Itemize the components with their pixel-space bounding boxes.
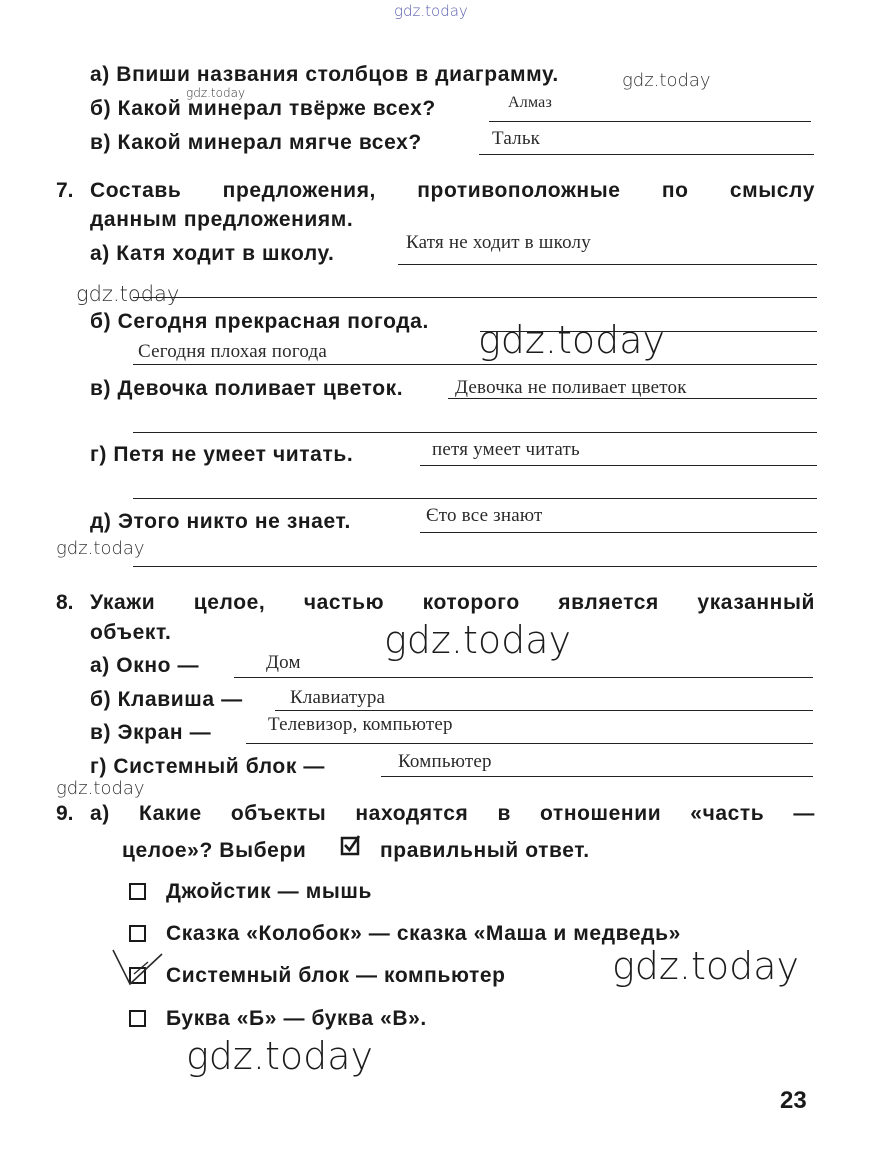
watermark: gdz.today [76, 282, 180, 306]
answer-line[interactable] [398, 264, 817, 265]
q8-item-a: а) Окно — [90, 654, 200, 677]
watermark: gdz.today [384, 618, 571, 662]
q7-item-a: а) Катя ходит в школу. [90, 242, 335, 265]
answer-line[interactable] [133, 432, 817, 433]
answer-line[interactable] [234, 677, 813, 678]
q6-item-a: а) Впиши названия столбцов в диаграмму. [90, 63, 559, 86]
q6-item-c: в) Какой минерал мягче всех? [90, 131, 422, 154]
option-label-2: Сказка «Колобок» — сказка «Маша и медведь» [166, 922, 681, 945]
q8-number: 8. [56, 591, 74, 614]
checkbox-option-2[interactable] [129, 925, 146, 942]
q7-answer-c: Девочка не поливает цветок [455, 377, 687, 398]
answer-line[interactable] [381, 776, 813, 777]
option-label-3: Системный блок — компьютер [166, 964, 506, 987]
page-number: 23 [780, 1087, 807, 1114]
q8-item-d: г) Системный блок — [90, 755, 325, 778]
watermark-top: gdz.today [394, 2, 468, 20]
q8-answer-d: Компьютер [398, 751, 492, 772]
answer-line[interactable] [133, 297, 817, 298]
checkbox-option-4[interactable] [129, 1010, 146, 1027]
q8-answer-a: Дом [266, 652, 301, 673]
answer-line[interactable] [480, 331, 817, 332]
option-label-1: Джойстик — мышь [166, 880, 372, 903]
answer-line[interactable] [246, 743, 813, 744]
q8-item-c: в) Экран — [90, 721, 212, 744]
watermark: gdz.today [186, 86, 246, 100]
q7-answer-e: Єто все знают [426, 505, 543, 526]
answer-line[interactable] [133, 498, 817, 499]
q9-intro-2: целое»? Выбери [122, 839, 307, 862]
watermark: gdz.today [56, 778, 145, 799]
q7-item-d: г) Петя не умеет читать. [90, 443, 354, 466]
checkbox-example-icon [340, 834, 362, 856]
q7-number: 7. [56, 179, 74, 202]
q8-item-b: б) Клавиша — [90, 688, 243, 711]
watermark: gdz.today [186, 1034, 373, 1078]
answer-line[interactable] [275, 710, 813, 711]
check-mark-icon [110, 946, 166, 992]
answer-line[interactable] [448, 398, 817, 399]
q9-number: 9. [56, 802, 74, 825]
q6-answer-b: Алмаз [508, 94, 552, 111]
q8-intro: Укажи целое, частью которого является указанный [90, 591, 815, 614]
q7-answer-a: Катя не ходит в школу [406, 232, 591, 253]
watermark: gdz.today [56, 538, 145, 559]
answer-line[interactable] [479, 154, 814, 155]
q7-intro: Составь предложения, противоположные по смыслу [90, 179, 815, 202]
q7-item-c: в) Девочка поливает цветок. [90, 377, 404, 400]
q8-answer-b: Клавиатура [290, 687, 386, 708]
answer-line[interactable] [420, 532, 817, 533]
q7-item-b: б) Сегодня прекрасная погода. [90, 310, 429, 333]
q7-intro-2: данным предложениям. [90, 208, 354, 231]
watermark: gdz.today [478, 318, 665, 362]
q7-answer-d: петя умеет читать [432, 439, 580, 460]
answer-line[interactable] [420, 465, 817, 466]
answer-line[interactable] [133, 364, 817, 365]
answer-line[interactable] [133, 566, 817, 567]
q7-item-e: д) Этого никто не знает. [90, 510, 351, 533]
option-label-4: Буква «Б» — буква «В». [166, 1007, 427, 1030]
q8-intro-2: объект. [90, 621, 172, 644]
q8-answer-c: Телевизор, компьютер [268, 714, 453, 735]
q7-answer-b: Сегодня плохая погода [138, 341, 328, 362]
watermark: gdz.today [612, 944, 799, 988]
q6-answer-c: Тальк [492, 128, 541, 149]
q9-intro: а) Какие объекты находятся в отношении «часть — [90, 802, 815, 825]
answer-line[interactable] [489, 121, 811, 122]
checkbox-option-1[interactable] [129, 883, 146, 900]
watermark: gdz.today [622, 70, 711, 91]
q6-item-b: б) Какой минерал твёрже всех? [90, 97, 436, 120]
q9-intro-3: правильный ответ. [380, 839, 590, 862]
